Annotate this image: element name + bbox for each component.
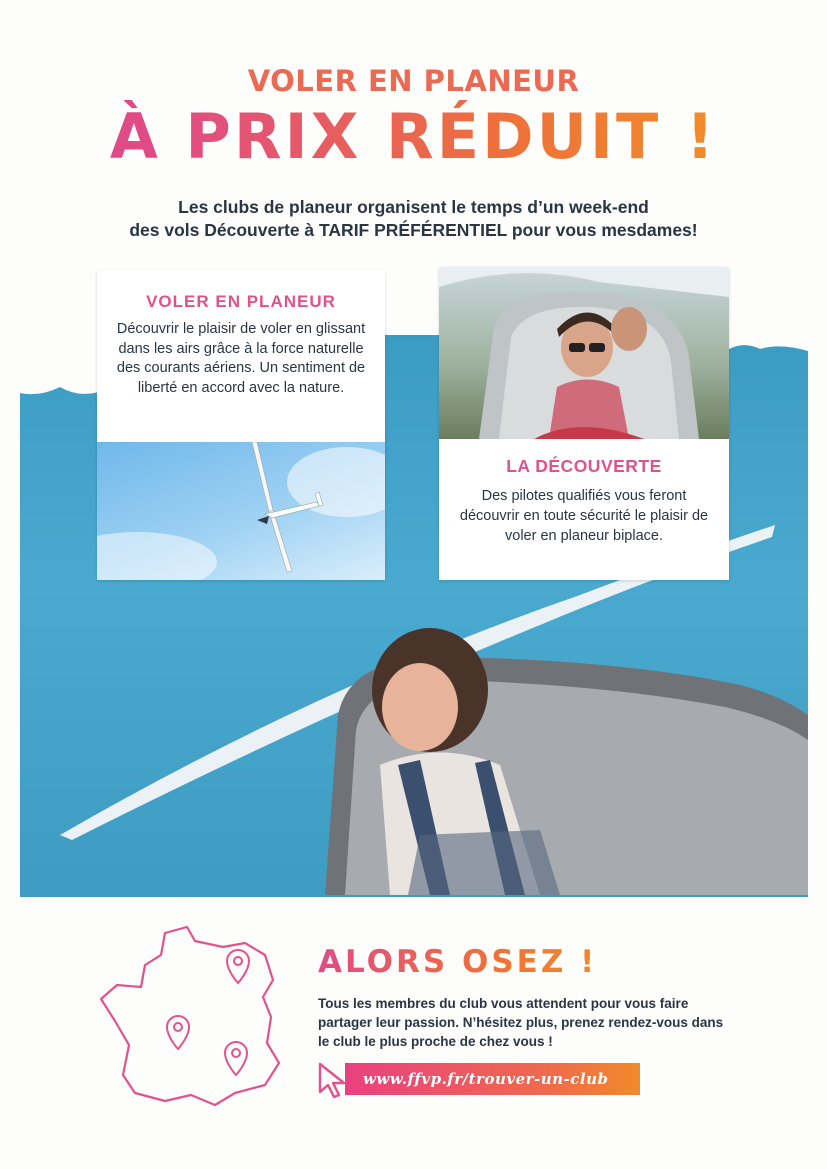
location-pin-icon: [227, 950, 249, 983]
card-voler-text: Découvrir le plaisir de voler en glissant dans les airs grâce à la force naturelle des courants aériens. Un sentiment de liberté en accord avec la nature.: [116, 321, 366, 396]
intro-line1: Les clubs de planeur organisent le temps d’un week-end: [178, 197, 649, 217]
glider-icon: [97, 442, 385, 580]
club-finder-link[interactable]: www.ffvp.fr/trouver-un-club: [345, 1063, 640, 1095]
cta-text: Tous les membres du club vous attendent pour vous faire partager leur passion. N’hésitez plus, prenez rendez-vous dans le club le plus proche de chez vous !: [318, 996, 724, 1049]
intro-text: [0, 196, 827, 242]
card-la-decouverte: [439, 267, 729, 580]
title-line2: À PRIX RÉDUIT !: [0, 100, 827, 173]
title-line1: VOLER EN PLANEUR: [247, 64, 580, 98]
intro-line2: des vols Découverte à TARIF PRÉFÉRENTIEL pour vous mesdames!: [129, 220, 698, 240]
cta-title: ALORS OSEZ !: [318, 944, 598, 980]
pilots-illustration: [439, 267, 729, 439]
card-voler-en-planeur: [97, 270, 385, 580]
mouse-cursor-icon: [316, 1060, 356, 1100]
location-pin-icon: [167, 1016, 189, 1049]
glider-sky-photo: [97, 442, 385, 580]
france-map-icon: [95, 925, 295, 1110]
location-pin-icon: [225, 1042, 247, 1075]
card-decouverte-title: LA DÉCOUVERTE: [506, 456, 662, 476]
card-voler-title: VOLER EN PLANEUR: [146, 292, 336, 311]
two-pilots-photo: [439, 267, 729, 439]
card-decouverte-text: Des pilotes qualifiés vous feront découvrir en toute sécurité le plaisir de voler en planeur biplace.: [459, 488, 709, 544]
